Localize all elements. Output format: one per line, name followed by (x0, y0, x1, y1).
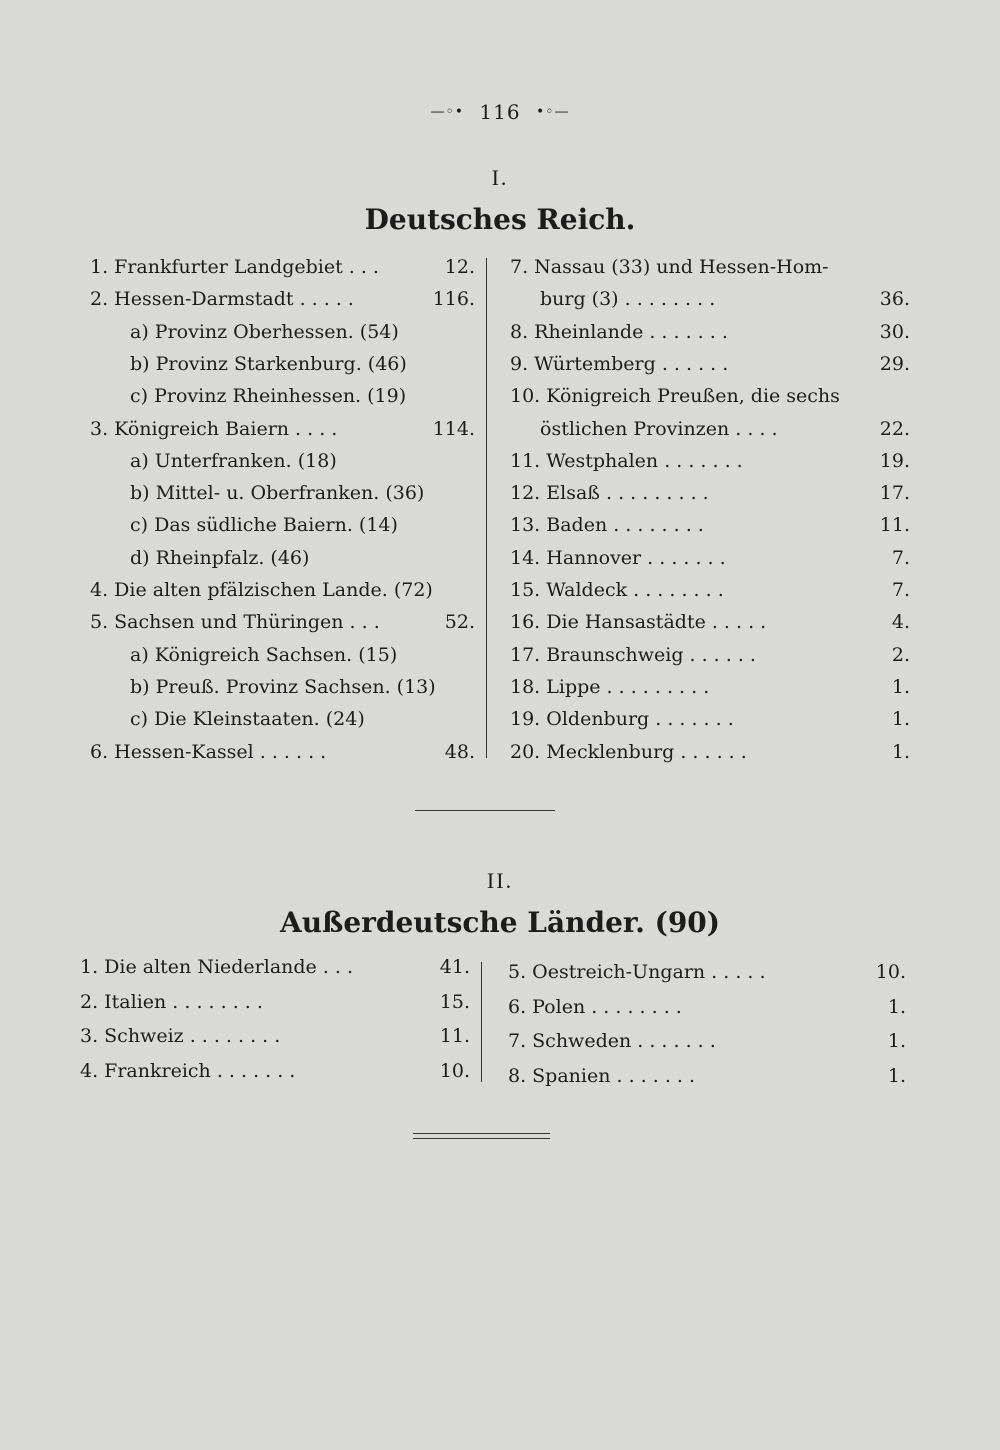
toc-entry-value: 30. (879, 320, 910, 343)
toc-entry (80, 990, 470, 1014)
toc-entry-value: 7. (891, 546, 910, 569)
toc-entry (508, 1029, 906, 1053)
toc-entry-label: östlichen Provinzen . . . . (540, 417, 778, 440)
toc-entry-value: 1. (891, 675, 910, 698)
toc-entry-label: 6. Polen . . . . . . . . (508, 995, 682, 1018)
toc-entry-label: 14. Hannover . . . . . . . (510, 546, 726, 569)
toc-entry-value: 29. (879, 352, 910, 375)
toc-entry-label: c) Das südliche Baiern. (14) (130, 514, 398, 537)
toc-entry (510, 707, 910, 731)
toc-entry-label: 8. Rheinlande . . . . . . . (510, 320, 728, 343)
toc-entry (130, 449, 475, 473)
toc-entry (508, 960, 906, 984)
toc-entry-label: 3. Königreich Baiern . . . . (90, 417, 338, 440)
toc-entry-label: d) Rheinpfalz. (46) (130, 546, 310, 569)
toc-entry-label: 1. Die alten Niederlande . . . (80, 956, 354, 978)
toc-entry-value: 22. (879, 417, 910, 440)
toc-entry-label: 2. Hessen-Darmstadt . . . . . (90, 288, 354, 311)
toc-entry-value: 11. (439, 1025, 470, 1047)
toc-entry (80, 955, 470, 979)
toc-entry (130, 481, 475, 505)
toc-entry (130, 643, 475, 667)
toc-entry-label: 9. Würtemberg . . . . . . (510, 352, 729, 375)
toc-entry-label: 10. Königreich Preußen, die sechs (510, 385, 840, 408)
toc-entry-value: 1. (887, 995, 906, 1018)
toc-entry-label: 12. Elsaß . . . . . . . . . (510, 482, 709, 505)
toc-entry (510, 352, 910, 376)
toc-entry (510, 384, 910, 408)
toc-entry-value: 10. (875, 961, 906, 983)
toc-entry-label: 11. Westphalen . . . . . . . (510, 449, 743, 472)
toc-entry (90, 610, 475, 634)
section-2-numeral: II. (486, 868, 514, 893)
section-1-title: Deutsches Reich. (364, 203, 636, 236)
toc-entry (510, 320, 910, 344)
toc-entry-label: 4. Die alten pfälzischen Lande. (72) (90, 579, 433, 601)
toc-entry (510, 255, 910, 279)
closing-rule-bottom (413, 1138, 550, 1139)
toc-entry (130, 384, 475, 408)
toc-entry-label: b) Provinz Starkenburg. (46) (130, 352, 407, 375)
toc-entry-label: 17. Braunschweig . . . . . . (510, 643, 756, 666)
toc-entry-value: 52. (444, 611, 475, 634)
toc-entry (90, 417, 475, 441)
toc-entry-label: 1. Frankfurter Landgebiet . . . (90, 256, 379, 278)
toc-entry-label: a) Provinz Oberhessen. (54) (130, 320, 399, 343)
section-1-column-divider (486, 258, 487, 758)
toc-entry (90, 287, 475, 311)
toc-entry-value: 114. (432, 417, 475, 440)
toc-entry-value: 19. (879, 449, 910, 472)
toc-entry (540, 417, 910, 441)
toc-entry (90, 578, 475, 602)
toc-entry (510, 481, 910, 505)
toc-entry (130, 546, 475, 570)
toc-entry (510, 513, 910, 537)
toc-entry (80, 1059, 470, 1083)
section-2-title: Außerdeutsche Länder. (90) (279, 906, 721, 939)
toc-entry (130, 320, 475, 344)
toc-entry-value: 2. (891, 643, 910, 666)
toc-entry-label: 5. Sachsen und Thüringen . . . (90, 611, 380, 634)
toc-entry-label: c) Provinz Rheinhessen. (19) (130, 385, 407, 408)
toc-entry-value: 4. (891, 611, 910, 634)
toc-entry-label: 4. Frankreich . . . . . . . (80, 1059, 296, 1082)
toc-entry (508, 1064, 906, 1088)
toc-entry-label: 3. Schweiz . . . . . . . . (80, 1025, 281, 1047)
toc-entry-label: a) Königreich Sachsen. (15) (130, 643, 398, 666)
toc-entry-value: 41. (439, 956, 470, 978)
toc-entry-label: c) Die Kleinstaaten. (24) (130, 708, 365, 731)
toc-entry (90, 255, 475, 279)
toc-entry-value: 12. (444, 256, 475, 278)
toc-entry-value: 1. (891, 708, 910, 731)
toc-entry (130, 707, 475, 731)
section-2-column-divider (481, 962, 482, 1082)
toc-entry (510, 449, 910, 473)
toc-entry-label: 20. Mecklenburg . . . . . . (510, 740, 747, 763)
toc-entry (130, 513, 475, 537)
toc-entry-value: 36. (879, 288, 910, 311)
toc-entry-value: 17. (879, 482, 910, 505)
ornament-left-icon: —◦• (430, 104, 465, 120)
toc-entry-value: 11. (879, 514, 910, 537)
toc-entry-value: 10. (439, 1059, 470, 1082)
toc-entry (540, 287, 910, 311)
toc-entry-label: 13. Baden . . . . . . . . (510, 514, 704, 537)
toc-entry (80, 1024, 470, 1048)
toc-entry-label: 7. Schweden . . . . . . . (508, 1030, 716, 1052)
toc-entry-value: 7. (891, 579, 910, 601)
section-separator (415, 810, 555, 811)
toc-entry (130, 352, 475, 376)
page-number (0, 100, 1000, 124)
toc-entry (510, 643, 910, 667)
closing-rule-top (413, 1133, 550, 1134)
toc-entry (510, 740, 910, 764)
toc-entry-value: 48. (444, 740, 475, 763)
toc-entry (90, 740, 475, 764)
toc-entry-label: b) Preuß. Provinz Sachsen. (13) (130, 675, 436, 698)
toc-entry-label: 18. Lippe . . . . . . . . . (510, 675, 710, 698)
toc-entry (510, 675, 910, 699)
ornament-right-icon: •◦— (535, 104, 570, 120)
toc-entry (510, 610, 910, 634)
toc-entry-value: 1. (887, 1030, 906, 1052)
toc-entry-label: b) Mittel- u. Oberfranken. (36) (130, 482, 425, 505)
toc-entry-label: 15. Waldeck . . . . . . . . (510, 579, 724, 601)
toc-entry-value: 15. (439, 990, 470, 1013)
toc-entry-label: 8. Spanien . . . . . . . (508, 1064, 696, 1087)
toc-entry-label: 6. Hessen-Kassel . . . . . . (90, 740, 327, 763)
toc-entry-label: 5. Oestreich-Ungarn . . . . . (508, 961, 766, 983)
toc-entry-label: 2. Italien . . . . . . . . (80, 990, 263, 1013)
toc-entry-value: 116. (432, 288, 475, 311)
toc-entry (130, 675, 475, 699)
toc-entry (508, 995, 906, 1019)
toc-entry-label: 7. Nassau (33) und Hessen-Hom- (510, 256, 829, 278)
section-1-numeral: I. (491, 165, 509, 190)
toc-entry-label: 16. Die Hansastädte . . . . . (510, 611, 767, 634)
toc-entry (510, 578, 910, 602)
toc-entry-value: 1. (891, 740, 910, 763)
toc-entry-label: burg (3) . . . . . . . . (540, 288, 716, 311)
toc-entry (510, 546, 910, 570)
toc-entry-label: a) Unterfranken. (18) (130, 449, 337, 472)
page-number-text: 116 (479, 100, 521, 124)
toc-entry-value: 1. (887, 1064, 906, 1087)
toc-entry-label: 19. Oldenburg . . . . . . . (510, 708, 734, 731)
